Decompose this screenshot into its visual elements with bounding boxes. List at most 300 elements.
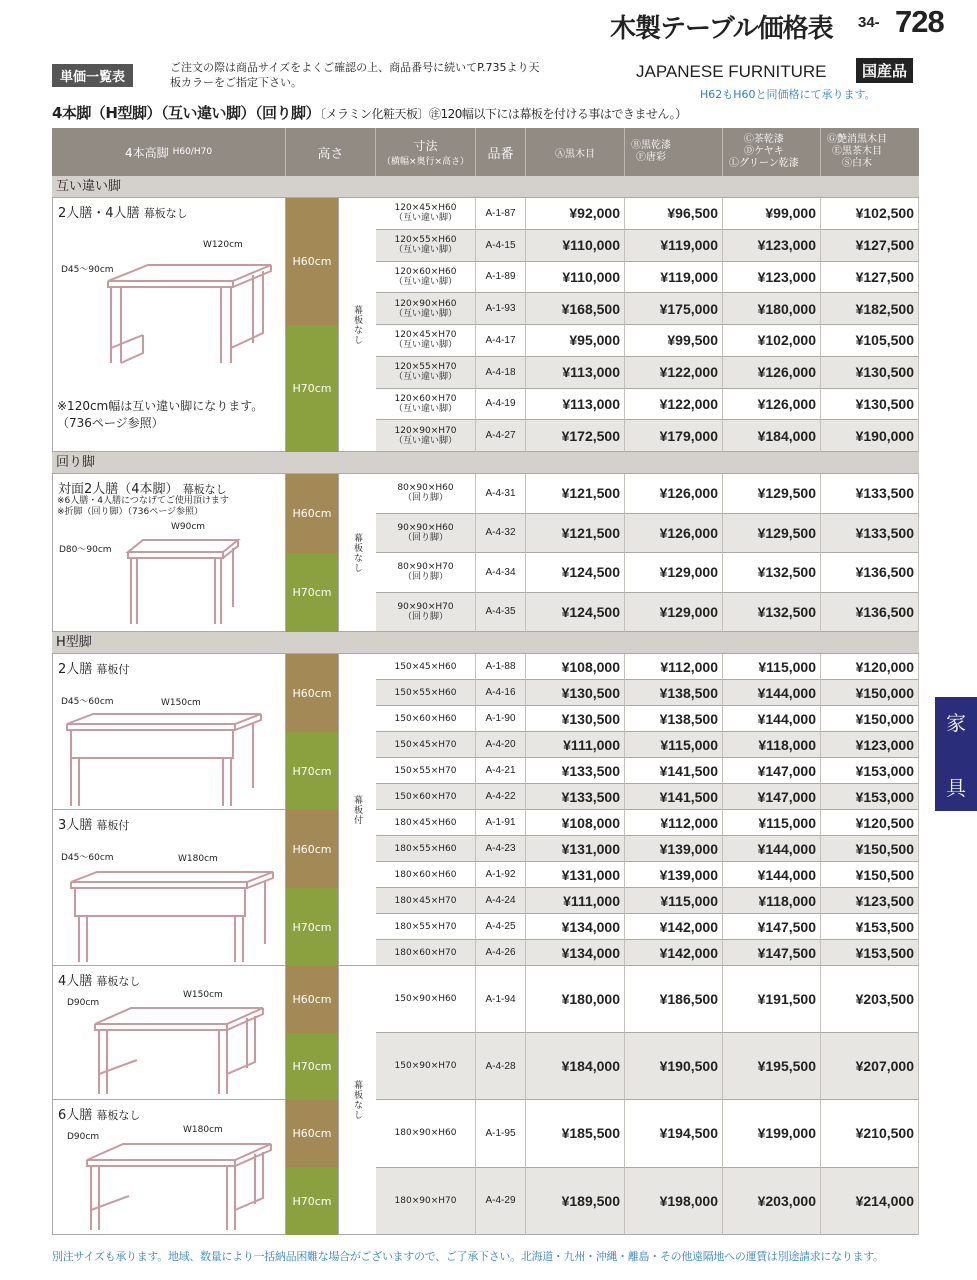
price-cell: ¥147,000 [723,758,821,784]
col-color-g: Ⓖ艶消黒木目 Ⓔ黒茶木目 Ⓢ白木 [827,134,887,169]
product-group [52,474,286,632]
price-cell: ¥203,000 [723,1168,821,1236]
section-title: H型脚 [52,632,919,654]
price-cell: ¥118,000 [723,732,821,758]
product-title [58,202,188,221]
price-cell: ¥132,500 [723,553,821,593]
col-product [52,128,286,176]
price-cell: ¥111,000 [526,888,625,914]
price-cell: ¥142,000 [625,914,723,940]
size-cell [376,514,476,554]
price-cell: ¥180,000 [723,293,821,325]
price-cell: ¥190,500 [625,1033,723,1100]
price-cell: ¥144,000 [723,680,821,706]
col-height: 高さ [286,128,376,176]
table-row [376,680,919,706]
product-group [52,198,286,452]
size-note: （回り脚） [402,611,448,622]
product-name: 4人膳 [58,974,93,989]
price-cell: ¥102,000 [723,325,821,357]
price-cell: ¥133,500 [821,474,919,514]
price-cell: ¥179,000 [625,420,723,452]
table-row [376,593,919,633]
size-value: 120×55×H60 [394,235,457,246]
size-value: 150×55×H60 [394,687,457,698]
product-note: ※120cm幅は互い違い脚になります。（736ページ参照） [57,399,264,430]
size-cell [376,914,476,940]
height-band-h70: H70cm [286,888,338,966]
product-title [58,970,140,989]
price-cell: ¥133,500 [526,758,625,784]
price-cell: ¥126,000 [625,514,723,554]
price-cell: ¥113,000 [526,357,625,389]
price-cell: ¥153,500 [821,914,919,940]
price-cell: ¥150,000 [821,706,919,732]
col-color-b: Ⓑ黒乾漆 Ⓕ唐彩 [625,128,723,176]
product-name: 6人膳 [58,1108,93,1123]
height-band-h60: H60cm [286,198,338,325]
size-value: 180×45×H70 [394,895,457,906]
size-value: 120×90×H70 [394,425,457,436]
product-group [52,1100,286,1235]
price-cell: ¥144,000 [723,862,821,888]
makuita-label: 幕板付 [338,654,376,966]
size-note: （回り脚） [402,532,448,543]
table-row [376,914,919,940]
size-cell [376,758,476,784]
product-sub: 幕板なし [96,975,141,988]
price-cell: ¥118,000 [723,888,821,914]
table-row [376,966,919,1033]
price-cell: ¥122,000 [625,389,723,421]
table-row [376,654,919,680]
price-cell: ¥172,500 [526,420,625,452]
price-cell: ¥112,000 [625,654,723,680]
table-row [376,836,919,862]
height-band-h60: H60cm [286,966,338,1033]
size-value: 150×55×H70 [394,765,457,776]
table-row [376,262,919,294]
table-row [376,514,919,554]
side-tab-char: 家 [946,711,966,735]
table-row [376,1168,919,1236]
price-cell: ¥124,500 [526,593,625,633]
size-note: （互い違い脚） [393,213,457,224]
price-cell: ¥153,500 [821,940,919,966]
price-cell: ¥132,500 [723,593,821,633]
price-cell: ¥184,000 [526,1033,625,1100]
size-cell [376,706,476,732]
price-cell: ¥189,500 [526,1168,625,1236]
width-label: W180cm [183,1125,223,1135]
table-illustration [67,866,277,966]
price-cell: ¥129,000 [625,553,723,593]
order-instructions: ご注文の際は商品サイズをよくご確認の上、商品番号に続いてP.735より天板カラーをご指定下さい。 [170,61,540,89]
price-cell: ¥139,000 [625,862,723,888]
width-label: W120cm [203,240,243,250]
price-cell: ¥207,000 [821,1033,919,1100]
price-cell: ¥134,000 [526,914,625,940]
size-cell [376,593,476,633]
product-code: A-4-22 [476,784,526,810]
height-band-h70: H70cm [286,1167,338,1235]
price-cell: ¥131,000 [526,862,625,888]
size-value: 150×60×H70 [394,791,457,802]
size-value: 120×45×H60 [394,203,457,214]
price-cell: ¥99,500 [625,325,723,357]
table-row [376,325,919,357]
price-cell: ¥147,000 [723,784,821,810]
price-cell: ¥110,000 [526,230,625,262]
price-cell: ¥123,000 [723,262,821,294]
product-title [58,478,227,497]
size-value: 120×60×H70 [394,393,457,404]
product-code: A-4-25 [476,914,526,940]
price-cell: ¥115,000 [723,810,821,836]
table-row [376,732,919,758]
table-illustration [83,1138,273,1233]
price-cell: ¥92,000 [526,198,625,230]
price-cell: ¥122,000 [625,357,723,389]
table-row [376,784,919,810]
width-label: W150cm [161,698,201,708]
price-cell: ¥131,000 [526,836,625,862]
size-note: （互い違い脚） [393,245,457,256]
size-note: （回り脚） [402,572,448,583]
size-cell [376,262,476,294]
size-note: （互い違い脚） [393,435,457,446]
col-size-sub: （横幅×奥行×高さ） [381,157,470,167]
table-illustration [63,708,263,808]
product-name: 対面2人膳（4本脚） [58,482,179,497]
price-cell: ¥191,500 [723,966,821,1033]
product-code: A-4-18 [476,357,526,389]
product-sub: 幕板なし [182,483,227,496]
size-cell [376,680,476,706]
table-row [376,1100,919,1168]
col-color-c: Ⓒ茶乾漆 Ⓓケヤキ Ⓛグリーン乾漆 [723,128,821,176]
makuita-label: 幕板なし [338,474,376,632]
price-cell: ¥144,000 [723,706,821,732]
heading-sub: 〔メラミン化粧天板〕㊟120幅以下には幕板を付ける事はできません。） [320,107,687,121]
size-cell [376,966,476,1033]
price-cell: ¥99,000 [723,198,821,230]
price-cell: ¥120,000 [821,654,919,680]
price-cell: ¥150,500 [821,862,919,888]
product-group [52,810,286,966]
price-cell: ¥136,500 [821,593,919,633]
height-band-h60: H60cm [286,654,338,732]
price-cell: ¥113,000 [526,389,625,421]
price-cell: ¥138,500 [625,680,723,706]
section-title: 回り脚 [52,452,919,474]
product-name: 2人膳 [58,662,93,677]
product-group [52,966,286,1100]
price-cell: ¥119,000 [625,262,723,294]
price-cell: ¥124,500 [526,553,625,593]
size-value: 150×45×H60 [394,661,457,672]
size-cell [376,940,476,966]
product-sub: 幕板付 [96,819,130,832]
price-cell: ¥198,000 [625,1168,723,1236]
size-cell [376,1168,476,1236]
product-code: A-4-29 [476,1168,526,1236]
size-cell [376,836,476,862]
size-value: 150×60×H60 [394,713,457,724]
depth-label: D45～60cm [61,853,114,863]
price-cell: ¥121,500 [526,474,625,514]
size-cell [376,293,476,325]
price-cell: ¥96,500 [625,198,723,230]
size-cell [376,474,476,514]
table-row [376,420,919,452]
size-value: 180×45×H60 [394,817,457,828]
table-illustration [123,532,243,627]
size-value: 180×60×H70 [394,947,457,958]
heading-main: 4本脚（H型脚）（互い違い脚）（回り脚） [52,104,320,122]
size-cell [376,732,476,758]
product-note: ※6人膳・4人膳につなげてご使用頂けます [57,496,229,506]
height-band-h60: H60cm [286,1100,338,1167]
price-cell: ¥111,000 [526,732,625,758]
table-row [376,230,919,262]
price-cell: ¥184,000 [723,420,821,452]
product-code: A-4-32 [476,514,526,554]
size-value: 180×55×H60 [394,843,457,854]
price-cell: ¥144,000 [723,836,821,862]
col-code: 品番 [476,128,526,176]
table-row [376,474,919,514]
price-cell: ¥129,500 [723,474,821,514]
price-cell: ¥147,500 [723,940,821,966]
price-cell: ¥147,500 [723,914,821,940]
col-product-label: 4本高脚 [124,145,169,160]
col-size-label: 寸法 [413,139,438,153]
table-row [376,888,919,914]
price-cell: ¥105,500 [821,325,919,357]
size-note: （互い違い脚） [393,372,457,383]
makuita-label: 幕板なし [338,966,376,1235]
price-cell: ¥136,500 [821,553,919,593]
size-value: 180×60×H60 [394,869,457,880]
table-row [376,198,919,230]
size-value: 180×90×H60 [394,1128,457,1139]
product-name: 3人膳 [58,818,93,833]
product-code: A-4-15 [476,230,526,262]
footer-note: 別注サイズも承ります。地域、数量により一括納品困難な場合がございますので、ご了承下さい。北海道・九州・沖縄・離島・その他遠隔地への運賃は別途請求になります。 [52,1250,884,1263]
price-cell: ¥203,500 [821,966,919,1033]
size-cell [376,862,476,888]
size-value: 180×90×H70 [394,1195,457,1206]
price-cell: ¥195,500 [723,1033,821,1100]
table-row [376,389,919,421]
size-note: （互い違い脚） [393,403,457,414]
price-cell: ¥168,500 [526,293,625,325]
size-value: 150×45×H70 [394,739,457,750]
size-cell [376,810,476,836]
price-cell: ¥130,500 [526,680,625,706]
price-cell: ¥141,500 [625,784,723,810]
page-prefix: 34- [858,14,880,31]
price-cell: ¥130,500 [821,357,919,389]
price-cell: ¥127,500 [821,230,919,262]
size-value: 90×90×H60 [397,522,454,533]
price-cell: ¥134,000 [526,940,625,966]
price-cell: ¥129,000 [625,593,723,633]
price-cell: ¥210,500 [821,1100,919,1168]
price-cell: ¥182,500 [821,293,919,325]
price-cell: ¥115,000 [625,732,723,758]
page-title: 木製テーブル価格表 [610,14,833,44]
product-code: A-4-21 [476,758,526,784]
h62-note: H62もH60と同価格にて承ります。 [700,88,876,101]
price-cell: ¥126,000 [723,389,821,421]
product-code: A-1-95 [476,1100,526,1168]
price-cell: ¥153,000 [821,758,919,784]
product-title [58,1104,140,1123]
side-tab-char: 具 [946,776,966,800]
price-table [52,128,919,1235]
product-group [52,654,286,810]
depth-label: D90cm [67,998,100,1008]
table-illustration [91,1002,266,1097]
size-cell [376,230,476,262]
size-cell [376,1033,476,1100]
depth-label: D80～90cm [59,545,112,555]
product-sub: 幕板なし [96,1109,141,1122]
table-row [376,357,919,389]
size-value: 150×90×H70 [394,1061,457,1071]
table-row [376,293,919,325]
height-band-h70: H70cm [286,732,338,810]
price-cell: ¥194,500 [625,1100,723,1168]
size-note: （互い違い脚） [393,308,457,319]
price-cell: ¥141,500 [625,758,723,784]
size-cell [376,420,476,452]
product-code: A-4-24 [476,888,526,914]
size-cell [376,654,476,680]
product-code: A-4-35 [476,593,526,633]
price-cell: ¥115,000 [723,654,821,680]
price-cell: ¥150,500 [821,836,919,862]
size-cell [376,888,476,914]
product-title [58,814,129,833]
product-code: A-4-23 [476,836,526,862]
size-cell [376,357,476,389]
price-cell: ¥102,500 [821,198,919,230]
price-cell: ¥108,000 [526,810,625,836]
price-cell: ¥185,500 [526,1100,625,1168]
table-row [376,758,919,784]
size-value: 120×45×H70 [394,330,457,341]
price-cell: ¥123,500 [821,888,919,914]
price-cell: ¥119,000 [625,230,723,262]
price-cell: ¥133,500 [526,784,625,810]
size-cell [376,198,476,230]
table-row [376,706,919,732]
price-cell: ¥153,000 [821,784,919,810]
price-cell: ¥190,000 [821,420,919,452]
col-size [376,128,476,176]
product-note: ※折脚（回り脚）（736ページ参照） [57,507,204,517]
size-cell [376,325,476,357]
price-cell: ¥127,500 [821,262,919,294]
size-cell [376,553,476,593]
product-sub: 幕板なし [143,207,188,220]
size-note: （回り脚） [402,493,448,504]
product-code: A-1-94 [476,966,526,1033]
product-code: A-4-17 [476,325,526,357]
width-label: W150cm [183,990,223,1000]
price-cell: ¥120,500 [821,810,919,836]
table-row [376,810,919,836]
size-value: 80×90×H70 [397,562,454,573]
section-title: 互い違い脚 [52,176,919,198]
col-color-a: Ⓐ黒木目 [526,128,625,176]
product-code: A-4-26 [476,940,526,966]
width-label: W180cm [178,854,218,864]
price-cell: ¥130,500 [821,389,919,421]
price-cell: ¥126,000 [723,357,821,389]
price-cell: ¥95,000 [526,325,625,357]
price-cell: ¥130,500 [526,706,625,732]
size-note: （互い違い脚） [393,276,457,287]
makuita-label: 幕板なし [338,198,376,452]
price-cell: ¥199,000 [723,1100,821,1168]
table-row [376,1033,919,1100]
product-code: A-4-31 [476,474,526,514]
price-cell: ¥142,000 [625,940,723,966]
size-value: 120×60×H60 [394,266,457,277]
col-product-sub: H60/H70 [172,147,213,157]
height-band-h60: H60cm [286,810,338,888]
price-cell: ¥115,000 [625,888,723,914]
table-illustration [103,253,273,368]
price-cell: ¥186,500 [625,966,723,1033]
price-cell: ¥126,000 [625,474,723,514]
table-row [376,862,919,888]
product-code: A-1-90 [476,706,526,732]
size-cell [376,1100,476,1168]
depth-label: D45～60cm [61,697,114,707]
product-code: A-1-92 [476,862,526,888]
price-cell: ¥133,500 [821,514,919,554]
size-value: 180×55×H70 [394,921,457,932]
size-value: 150×90×H60 [394,994,457,1004]
size-cell [376,389,476,421]
product-code: A-1-88 [476,654,526,680]
size-cell [376,784,476,810]
product-title [58,658,129,677]
product-code: A-4-27 [476,420,526,452]
domestic-badge: 国産品 [856,58,913,83]
depth-label: D45～90cm [61,265,114,275]
product-code: A-4-16 [476,680,526,706]
height-band-h70: H70cm [286,553,338,632]
height-band-h60: H60cm [286,474,338,553]
size-value: 120×90×H60 [394,298,457,309]
price-cell: ¥129,500 [723,514,821,554]
product-code: A-4-28 [476,1033,526,1100]
price-cell: ¥123,000 [723,230,821,262]
price-cell: ¥110,000 [526,262,625,294]
product-sub: 幕板付 [96,663,130,676]
price-cell: ¥175,000 [625,293,723,325]
product-code: A-4-19 [476,389,526,421]
size-value: 80×90×H60 [397,483,454,494]
price-cell: ¥123,000 [821,732,919,758]
product-code: A-1-93 [476,293,526,325]
